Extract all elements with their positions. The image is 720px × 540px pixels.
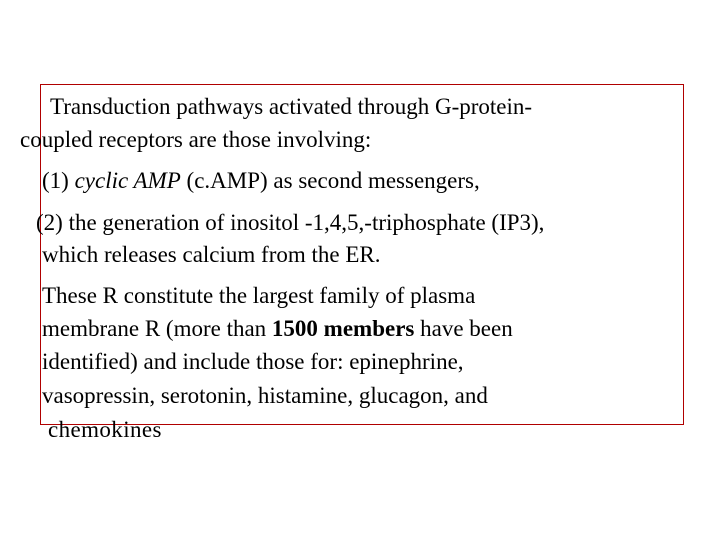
text-line-4: (2) the generation of inositol -1,4,5,-triphosphate (IP3), xyxy=(36,210,545,235)
text-line-7 xyxy=(42,316,513,342)
text-line-8: identified) and include those for: epinephrine, xyxy=(42,349,464,374)
text-line-2: coupled receptors are those involving: xyxy=(20,127,372,152)
line10-text: chemokines xyxy=(48,417,162,442)
text-line-6: These R constitute the largest family of plasma xyxy=(42,283,476,308)
member-count: 1500 members xyxy=(271,316,415,341)
text-line-9: vasopressin, serotonin, histamine, glucagon, and xyxy=(42,383,488,408)
line3-pre: (1) xyxy=(42,168,75,193)
line7-pre: membrane R (more than xyxy=(42,316,272,341)
line3-post: (c.AMP) as second messengers, xyxy=(180,168,480,193)
text-line-5: which releases calcium from the ER. xyxy=(42,242,381,267)
line7-post: have been xyxy=(414,316,513,341)
cyclic-amp-term: cyclic AMP xyxy=(74,168,181,193)
text-line-1: Transduction pathways activated through G-protein- xyxy=(50,94,533,119)
text-line-10 xyxy=(48,417,162,443)
text-line-3 xyxy=(42,168,480,194)
